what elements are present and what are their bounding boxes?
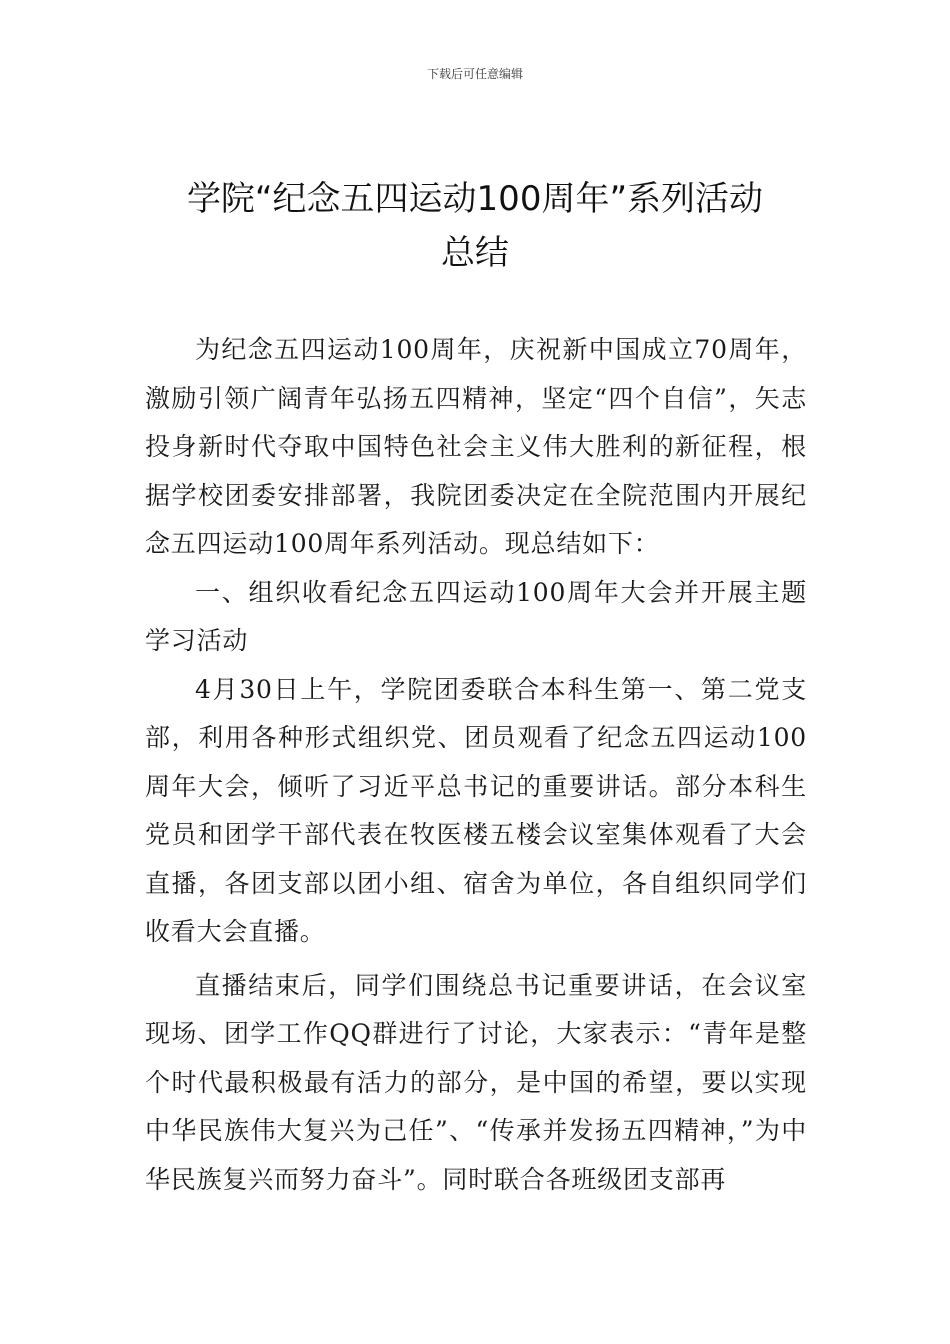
- document-title: [140, 172, 810, 280]
- header-note: 下载后可任意编辑: [426, 67, 523, 81]
- paragraph-intro: 为纪念五四运动100周年，庆祝新中国成立70周年，激励引领广阔青年弘扬五四精神，坚定“四个自信”，矢志投身新时代夺取中国特色社会主义伟大胜利的新征程，根据学校团委安排部署，我院团委决定在全院范围内开展纪念五四运动100周年系列活动。现总结如下：: [145, 335, 807, 558]
- paragraph-event: 4月30日上午，学院团委联合本科生第一、第二党支部，利用各种形式组织党、团员观看了纪念五四运动100周年大会，倾听了习近平总书记的重要讲话。部分本科生党员和团学干部代表在牧医楼五楼会议室集体观看了大会直播，各团支部以团小组、宿舍为单位，各自组织同学们收看大会直播。: [145, 674, 807, 946]
- document-body: [145, 326, 807, 1204]
- document-title-line-2: 总结: [441, 233, 509, 273]
- section-heading-1: 一、组织收看纪念五四运动100周年大会并开展主题学习活动: [145, 577, 807, 655]
- paragraph-discussion: 直播结束后，同学们围绕总书记重要讲话，在会议室现场、团学工作QQ群进行了讨论，大家表示：“青年是整个时代最积极最有活力的部分，是中国的希望，要以实现中华民族伟大复兴为己任”、“传承并发扬五四精神，”为中华民族复兴而努力奋斗”。同时联合各班级团支部再: [145, 970, 807, 1194]
- document-title-line-1: 学院“纪念五四运动100周年”系列活动: [186, 179, 764, 219]
